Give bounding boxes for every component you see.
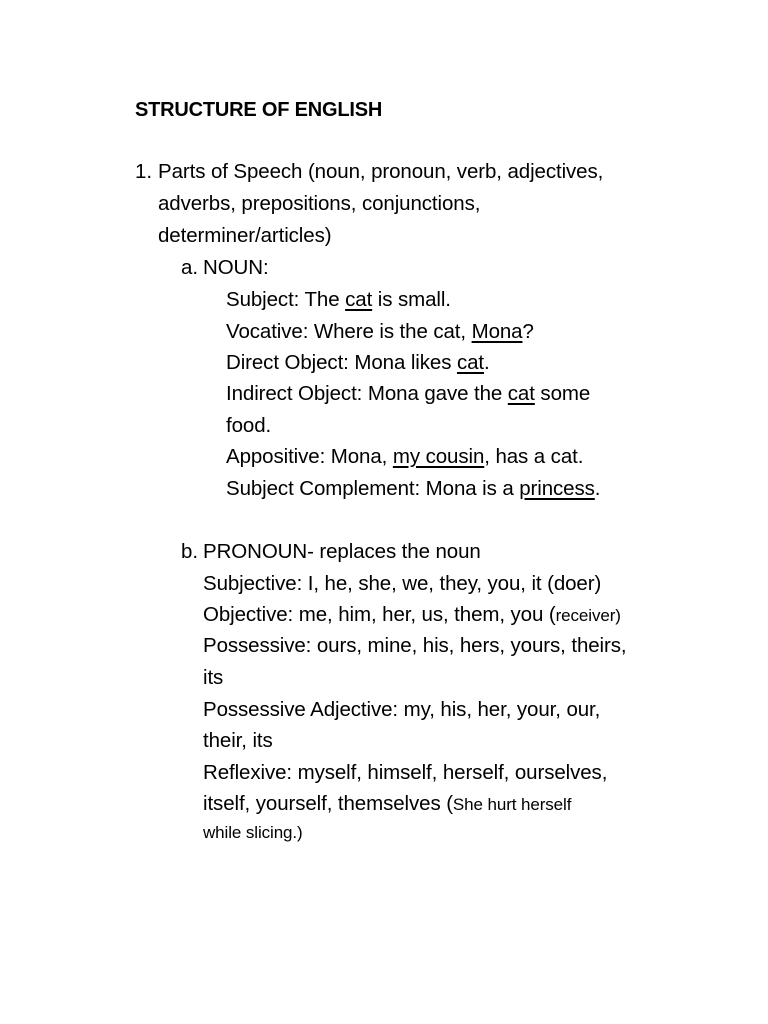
list-marker-b: b. [181, 540, 199, 563]
noun-subject-line: Subject: The cat is small. [226, 288, 451, 311]
noun-direct-object-line: Direct Object: Mona likes cat. [226, 351, 490, 374]
item1-line-3: determiner/articles) [158, 224, 332, 247]
pronoun-possessive-line-2: its [203, 666, 224, 689]
underlined-word: cat [345, 288, 373, 311]
underlined-word: my cousin [392, 445, 485, 468]
noun-vocative-line: Vocative: Where is the cat, Mona? [226, 320, 534, 343]
underlined-word: cat [456, 351, 484, 374]
noun-subject-complement-line: Subject Complement: Mona is a princess. [226, 477, 601, 500]
pronoun-objective-line: Objective: me, him, her, us, them, you (receiver) [203, 603, 621, 626]
pronoun-subjective-line: Subjective: I, he, she, we, they, you, it (doer) [203, 572, 602, 595]
underlined-word: princess [519, 477, 595, 500]
noun-indirect-object-cont: food. [226, 414, 272, 437]
pronoun-heading: PRONOUN- replaces the noun [203, 540, 481, 563]
document-title: STRUCTURE OF ENGLISH [135, 99, 383, 121]
list-marker-1: 1. [135, 160, 153, 183]
pronoun-reflexive-line-2: itself, yourself, themselves (She hurt herself [203, 792, 572, 815]
pronoun-possessive-line-1: Possessive: ours, mine, his, hers, yours, theirs, [203, 634, 627, 657]
pronoun-possessive-adjective-line-2: their, its [203, 729, 273, 752]
pronoun-reflexive-line-3: while slicing.) [203, 823, 303, 842]
noun-heading: NOUN: [203, 256, 269, 279]
list-marker-a: a. [181, 256, 199, 279]
noun-indirect-object-line: Indirect Object: Mona gave the cat some [226, 382, 591, 405]
item1-line-2: adverbs, prepositions, conjunctions, [158, 192, 481, 215]
underlined-word: Mona [471, 320, 523, 343]
underlined-word: cat [507, 382, 535, 405]
noun-appositive-line: Appositive: Mona, my cousin, has a cat. [226, 445, 584, 468]
pronoun-possessive-adjective-line-1: Possessive Adjective: my, his, her, your, our, [203, 698, 601, 721]
item1-line-1: Parts of Speech (noun, pronoun, verb, adjectives, [158, 160, 604, 183]
pronoun-reflexive-line-1: Reflexive: myself, himself, herself, ourselves, [203, 761, 608, 784]
